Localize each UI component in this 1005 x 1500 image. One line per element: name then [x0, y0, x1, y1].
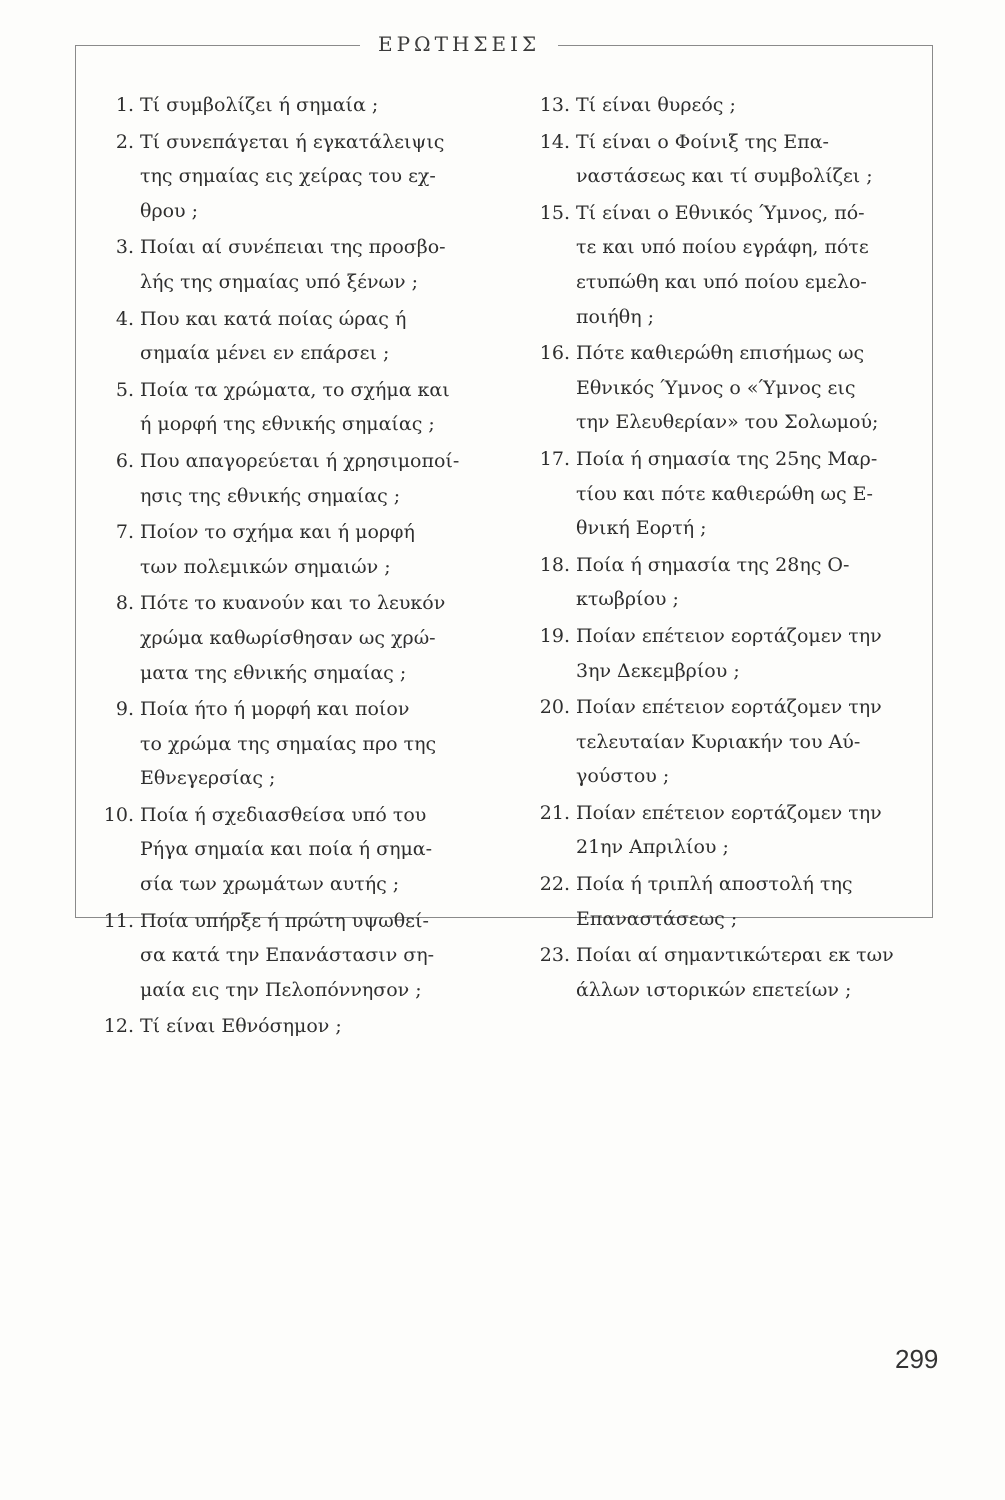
question-item [98, 586, 498, 690]
question-text-line: 3ην Δεκεμβρίου ; [576, 659, 740, 682]
question-item [530, 548, 930, 617]
question-text-line: Ποίαν επέτειον εορτάζομεν την [576, 801, 882, 824]
question-number: 16. [539, 342, 570, 365]
question-text [576, 125, 930, 194]
question-text-line: Που απαγορεύεται ή χρησιμοποί- [140, 449, 460, 472]
question-text [576, 938, 930, 1007]
question-item [98, 373, 498, 442]
question-number: 7. [115, 521, 134, 544]
question-text-line: ματα της εθνικής σημαίας ; [140, 661, 407, 684]
question-text [576, 442, 930, 546]
question-text-line: Ποίον το σχήμα και ή μορφή [140, 521, 415, 544]
question-item [530, 796, 930, 865]
question-number: 1. [115, 94, 134, 116]
question-text-line: ναστάσεως και τί συμβολίζει ; [576, 165, 873, 188]
question-text-line: άλλων ιστορικών επετείων ; [576, 978, 852, 1001]
question-number: 10. [103, 803, 134, 826]
question-text [140, 125, 498, 229]
question-text-line: 21ην Απριλίου ; [576, 836, 729, 859]
question-text [140, 586, 498, 690]
question-text-line: Ποία ήτο ή μορφή και ποίον [140, 698, 410, 721]
question-item [530, 442, 930, 546]
question-number: 17. [539, 447, 570, 470]
question-text-line: Τί είναι ο Φοίνιξ της Επα- [576, 130, 829, 153]
question-text [140, 904, 498, 1008]
question-item [530, 88, 930, 123]
question-text-line: Τί συνεπάγεται ή εγκατάλειψις [140, 130, 445, 153]
question-number: 12. [103, 1015, 134, 1038]
question-text [140, 230, 498, 299]
question-text-line: Ρήγα σημαία και ποία ή σημα- [140, 838, 433, 861]
question-number: 8. [115, 592, 134, 615]
left-question-column [98, 88, 498, 1046]
question-text-line: ή μορφή της εθνικής σημαίας ; [140, 413, 435, 436]
question-number: 4. [115, 307, 134, 330]
question-text-line: τελευταίαν Κυριακήν του Αύ- [576, 730, 861, 753]
question-item [98, 444, 498, 513]
question-text [140, 798, 498, 902]
question-text-line: Ποία ή τριπλή αποστολή της [576, 873, 853, 896]
question-text-line: ποιήθη ; [576, 305, 655, 328]
question-text-line: κτωβρίου ; [576, 588, 679, 611]
question-text-line: λής της σημαίας υπό ξένων ; [140, 270, 419, 293]
question-number: 9. [115, 698, 134, 721]
question-text [140, 1009, 498, 1044]
question-text-line: της σημαίας εις χείρας του εχ- [140, 165, 436, 188]
question-text-line: Ποία τα χρώματα, το σχήμα και [140, 378, 450, 401]
question-text-line: Ποίαι αί συνέπειαι της προσβο- [140, 236, 446, 259]
question-text-line: Ποίαι αί σημαντικώτεραι εκ των [576, 944, 894, 967]
question-text-line: Πότε καθιερώθη επισήμως ως [576, 342, 865, 365]
question-text-line: χρώμα καθωρίσθησαν ως χρώ- [140, 626, 436, 649]
question-item [98, 692, 498, 796]
question-text-line: Τί είναι θυρεός ; [576, 94, 736, 116]
question-text [576, 796, 930, 865]
question-number: 21. [539, 801, 570, 824]
question-text-line: Τί συμβολίζει ή σημαία ; [140, 94, 379, 116]
question-text-line: των πολεμικών σημαιών ; [140, 555, 391, 578]
question-text-line: Ποία ή σημασία της 25ης Μαρ- [576, 447, 878, 470]
question-item [530, 336, 930, 440]
question-text [576, 196, 930, 334]
question-text-line: το χρώμα της σημαίας προ της [140, 732, 437, 755]
question-item [530, 690, 930, 794]
question-text-line: Εθνικός Ύμνος ο «Ύμνος εις [576, 376, 856, 399]
question-item [530, 125, 930, 194]
question-text-line: σία των χρωμάτων αυτής ; [140, 873, 400, 896]
question-item [98, 125, 498, 229]
question-text [140, 373, 498, 442]
question-text-line: γούστου ; [576, 765, 670, 788]
question-text-line: σα κατά την Επανάστασιν ση- [140, 944, 435, 967]
question-text [140, 88, 498, 123]
page-number: 299 [895, 1344, 939, 1374]
question-text [576, 619, 930, 688]
question-number: 20. [539, 696, 570, 719]
question-text [140, 692, 498, 796]
question-text-line: μαία εις την Πελοπόννησον ; [140, 978, 422, 1001]
question-text-line: τίου και πότε καθιερώθη ως Ε- [576, 482, 873, 505]
question-item [530, 619, 930, 688]
question-text-line: Επαναστάσεως ; [576, 907, 738, 930]
question-number: 15. [539, 201, 570, 224]
question-text [576, 690, 930, 794]
question-text-line: Πότε το κυανούν και το λευκόν [140, 592, 446, 615]
question-text-line: Που και κατά ποίας ώρας ή [140, 307, 407, 330]
question-number: 19. [539, 624, 570, 647]
question-number: 18. [539, 553, 570, 576]
question-text-line: ησις της εθνικής σημαίας ; [140, 484, 401, 507]
question-number: 23. [539, 944, 570, 967]
question-text-line: Εθνεγερσίας ; [140, 767, 276, 790]
question-item [98, 904, 498, 1008]
right-question-column [530, 88, 930, 1009]
question-item [98, 1009, 498, 1044]
question-item [98, 302, 498, 371]
question-text-line: ετυπώθη και υπό ποίου εμελο- [576, 270, 867, 293]
question-item [530, 196, 930, 334]
question-text-line: Ποίαν επέτειον εορτάζομεν την [576, 624, 882, 647]
question-number: 14. [539, 130, 570, 153]
question-text [140, 444, 498, 513]
question-text [576, 336, 930, 440]
question-text [576, 548, 930, 617]
question-number: 22. [539, 873, 570, 896]
question-text-line: σημαία μένει εν επάρσει ; [140, 342, 390, 365]
question-text [576, 88, 930, 123]
question-item [98, 515, 498, 584]
question-text-line: Ποία ή σημασία της 28ης Ο- [576, 553, 850, 576]
question-text-line: θνική Εορτή ; [576, 517, 707, 540]
question-number: 2. [115, 130, 134, 153]
question-item [98, 230, 498, 299]
question-text-line: Τί είναι ο Εθνικός Ύμνος, πό- [576, 201, 865, 224]
question-text-line: Ποίαν επέτειον εορτάζομεν την [576, 696, 882, 719]
question-item [98, 798, 498, 902]
question-item [98, 88, 498, 123]
question-text-line: τε και υπό ποίου εγράφη, πότε [576, 236, 869, 259]
question-number: 6. [115, 449, 134, 472]
question-item [530, 867, 930, 936]
question-text [576, 867, 930, 936]
question-text-line: την Ελευθερίαν» του Σολωμού; [576, 411, 879, 434]
question-number: 3. [115, 236, 134, 259]
question-number: 11. [103, 909, 134, 932]
question-text-line: θρου ; [140, 199, 199, 222]
question-text [140, 515, 498, 584]
question-text-line: Ποία υπήρξε ή πρώτη υψωθεί- [140, 909, 429, 932]
question-text-line: Τί είναι Εθνόσημον ; [140, 1015, 342, 1038]
question-item [530, 938, 930, 1007]
page-heading: ΕΡΩΤΗΣΕΙΣ [360, 32, 558, 56]
question-text-line: Ποία ή σχεδιασθείσα υπό του [140, 803, 427, 826]
question-text [140, 302, 498, 371]
question-number: 5. [115, 378, 134, 401]
question-number: 13. [539, 94, 570, 116]
